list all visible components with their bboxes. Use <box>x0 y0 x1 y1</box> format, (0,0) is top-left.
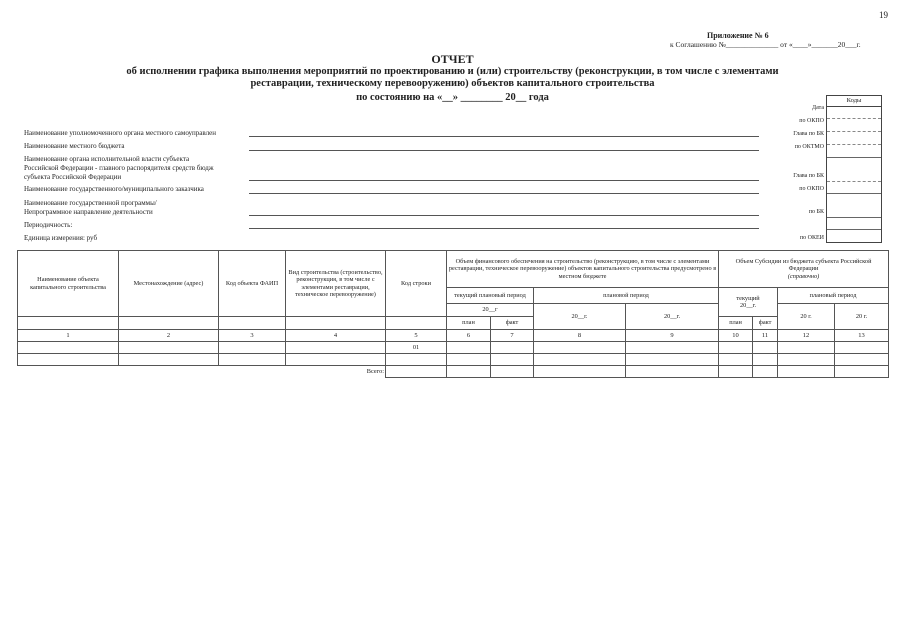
header-fact-sub: факт <box>753 317 778 330</box>
blank-cell <box>286 317 386 330</box>
report-table <box>17 250 889 378</box>
field-label-executive-2: Российской Федерации - главного распорядителя средств бюдж <box>24 164 214 172</box>
table-cell[interactable] <box>119 342 219 354</box>
blank-cell <box>386 317 447 330</box>
code-cell-okpo2[interactable] <box>827 182 881 194</box>
table-cell[interactable] <box>219 342 286 354</box>
table-cell[interactable] <box>626 342 719 354</box>
appendix-subtitle: к Соглашению №______________ от «____»_______20___г. <box>670 40 861 49</box>
header-location: Местонахождение (адрес) <box>119 251 219 317</box>
table-cell[interactable] <box>778 366 835 378</box>
code-cell-okei[interactable] <box>827 218 881 230</box>
table-cell[interactable] <box>534 354 626 366</box>
field-line-budget[interactable] <box>249 150 759 151</box>
header-current-sub-year: 20__г. <box>740 302 757 309</box>
field-label-program: Наименование государственной программы/ <box>24 199 157 207</box>
header-faip-code: Код объекта ФАИП <box>219 251 286 317</box>
code-label-okpo2: по ОКПО <box>799 186 824 192</box>
header-year-planned-1: 20__г. <box>534 304 626 330</box>
table-cell[interactable] <box>753 342 778 354</box>
table-cell[interactable] <box>835 354 889 366</box>
header-construction-type: Вид строительства (строительство, реконструкция, в том числе с элементами реставрации, техническое перевооружение) <box>286 251 386 317</box>
blank-cell <box>219 317 286 330</box>
field-line-program[interactable] <box>249 215 759 216</box>
col-number: 13 <box>835 330 889 342</box>
table-cell[interactable] <box>18 342 119 354</box>
table-cell[interactable] <box>119 354 219 366</box>
field-line-authority[interactable] <box>249 136 759 137</box>
table-cell[interactable] <box>386 354 447 366</box>
table-row <box>18 354 889 366</box>
col-number: 9 <box>626 330 719 342</box>
header-current-year: текущий плановый период <box>447 288 534 304</box>
table-cell[interactable] <box>491 354 534 366</box>
header-planned-period: плановой период <box>534 288 719 304</box>
table-row <box>18 342 889 354</box>
header-plan-sub: план <box>719 317 753 330</box>
table-cell[interactable] <box>534 366 626 378</box>
table-cell[interactable] <box>719 342 753 354</box>
header-year-current: 20__г <box>447 304 534 317</box>
table-cell[interactable] <box>719 366 753 378</box>
field-label-periodicity: Периодичность: <box>24 221 73 229</box>
row-code-cell: 01 <box>386 342 447 354</box>
table-cell[interactable] <box>835 366 889 378</box>
table-cell[interactable] <box>626 354 719 366</box>
report-title: ОТЧЕТ <box>431 52 474 66</box>
field-label-authority: Наименование уполномоченного органа местного самоуправлен <box>24 129 216 137</box>
blank-cell <box>18 317 119 330</box>
field-label-program-2: Непрограммное направление деятельности <box>24 208 153 216</box>
total-row <box>18 366 889 378</box>
col-number: 2 <box>119 330 219 342</box>
table-cell[interactable] <box>491 342 534 354</box>
col-number: 8 <box>534 330 626 342</box>
col-number: 5 <box>386 330 447 342</box>
table-cell[interactable] <box>778 354 835 366</box>
code-label-bk2: Глава по БК <box>793 173 824 179</box>
col-number: 11 <box>753 330 778 342</box>
code-cell-okpo[interactable] <box>827 119 881 132</box>
code-label-bk: Глава по БК <box>793 131 824 137</box>
header-planned-sub: плановый период <box>778 288 889 304</box>
table-cell[interactable] <box>753 354 778 366</box>
table-cell[interactable] <box>286 354 386 366</box>
field-label-unit: Единица измерения: руб <box>24 234 98 242</box>
report-date-line: по состоянию на «__» ________ 20__ года <box>356 92 549 103</box>
codes-box <box>826 95 882 243</box>
col-number: 4 <box>286 330 386 342</box>
field-label-customer: Наименование государственного/муниципального заказчика <box>24 185 204 193</box>
header-local-budget-group: Объем финансового обеспечения на строительство (реконструкцию, в том числе с элементами реставрации, техническое перевооружение) объектов капитального строительства предусмотрено в местном бюджете <box>447 251 719 288</box>
table-cell[interactable] <box>753 366 778 378</box>
report-title-line2: об исполнении графика выполнения мероприятий по проектированию и (или) строительству (реконструкции, в том числе с элементами <box>126 66 779 77</box>
col-number: 1 <box>18 330 119 342</box>
header-row-code: Код строки <box>386 251 447 317</box>
codes-header: Коды <box>827 96 881 107</box>
code-cell-bk2[interactable] <box>827 158 881 182</box>
table-cell[interactable] <box>719 354 753 366</box>
code-cell-bk[interactable] <box>827 132 881 145</box>
header-current-sub-label: текущий <box>736 294 760 302</box>
header-year-sub-1: 20 г. <box>778 304 835 330</box>
header-current-sub <box>719 288 778 317</box>
code-cell-date[interactable] <box>827 106 881 119</box>
total-label: Всего: <box>18 366 386 378</box>
table-cell[interactable] <box>626 366 719 378</box>
code-cell-bk3[interactable] <box>827 194 881 218</box>
blank-cell <box>119 317 219 330</box>
report-title-line3: реставрации, техническому перевооружению) объектов капитального строительства <box>250 78 655 89</box>
appendix-title: Приложение № 6 <box>707 31 769 40</box>
code-cell-oktmo[interactable] <box>827 145 881 158</box>
code-label-okpo: по ОКПО <box>799 118 824 124</box>
header-year-sub-2: 20 г. <box>835 304 889 330</box>
table-cell[interactable] <box>491 366 534 378</box>
header-subsidy-note: (справочно) <box>787 272 820 280</box>
table-cell[interactable] <box>778 342 835 354</box>
table-cell[interactable] <box>447 366 491 378</box>
table-cell[interactable] <box>447 354 491 366</box>
col-number: 7 <box>491 330 534 342</box>
header-subsidy-group <box>719 251 889 288</box>
header-year-planned-2: 20__г. <box>626 304 719 330</box>
code-label-okei: по ОКЕИ <box>799 235 824 241</box>
header-fact: факт <box>491 317 534 330</box>
field-label-executive: Наименование органа исполнительной власти субъекта <box>24 155 190 163</box>
header-object-name: Наименование объекта капитального строительства <box>18 251 119 317</box>
field-line-executive[interactable] <box>249 180 759 181</box>
field-line-customer[interactable] <box>249 193 759 194</box>
col-number: 12 <box>778 330 835 342</box>
field-label-budget: Наименование местного бюджета <box>24 142 125 150</box>
col-number: 3 <box>219 330 286 342</box>
table-cell[interactable] <box>219 354 286 366</box>
table-cell[interactable] <box>534 342 626 354</box>
code-label-bk3: по БК <box>808 209 824 215</box>
field-label-executive-3: субъекта Российской Федерации <box>24 173 122 181</box>
table-cell[interactable] <box>286 342 386 354</box>
table-cell[interactable] <box>18 354 119 366</box>
code-label-oktmo: по ОКТМО <box>794 144 824 150</box>
page-number: 19 <box>879 10 888 20</box>
table-cell[interactable] <box>386 366 447 378</box>
col-number: 6 <box>447 330 491 342</box>
table-cell[interactable] <box>835 342 889 354</box>
header-plan: план <box>447 317 491 330</box>
header-subsidy-title: Объем Субсидии из бюджета субъекта Российской Федерации <box>735 257 872 273</box>
col-number: 10 <box>719 330 753 342</box>
field-line-periodicity[interactable] <box>249 228 759 229</box>
table-cell[interactable] <box>447 342 491 354</box>
code-label-date: Дата <box>812 105 824 111</box>
